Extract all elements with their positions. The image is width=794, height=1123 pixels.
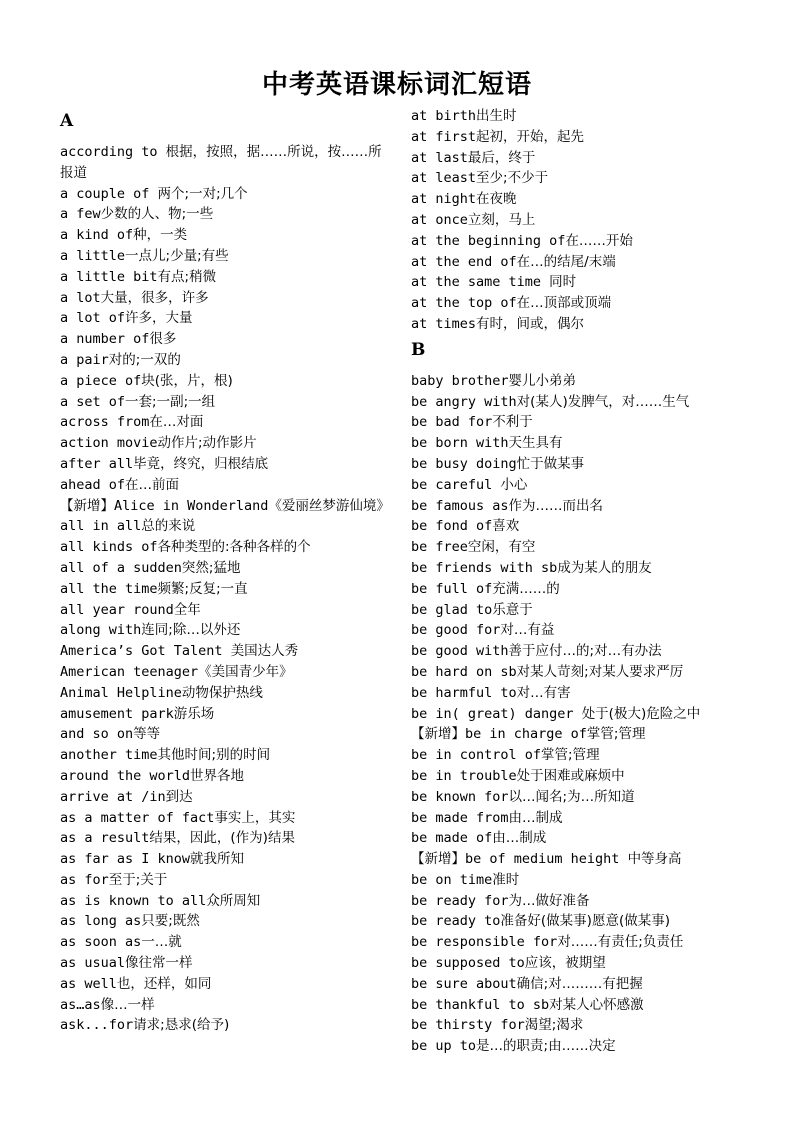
phrase-chinese: 其他时间;别的时间 <box>157 747 271 764</box>
phrase-english: as a matter of fact <box>60 809 215 826</box>
phrase-entry <box>60 392 395 413</box>
phrase-chinese: 对…有益 <box>500 622 555 639</box>
phrase-entry <box>60 641 395 662</box>
phrase-entry <box>60 246 395 267</box>
phrase-english: be fond of <box>411 518 493 535</box>
phrase-entry <box>60 600 395 621</box>
phrase-english: be made from <box>411 809 509 826</box>
phrase-english: a lot of <box>60 310 126 327</box>
phrase-english: be angry with <box>411 393 517 410</box>
phrase-entry <box>411 828 751 849</box>
phrase-chinese: 《爱丽丝梦游仙境》 <box>268 497 390 514</box>
phrase-chinese: 突然;猛地 <box>181 559 241 576</box>
phrase-entry <box>411 974 751 995</box>
phrase-english: at the same time <box>411 274 550 291</box>
phrase-chinese: 中等身高 <box>627 851 682 868</box>
phrase-chinese: 乐意于 <box>492 601 533 618</box>
phrase-entry <box>60 745 395 766</box>
section-letter-b: B <box>411 339 426 360</box>
phrase-entry <box>411 1036 751 1057</box>
phrase-chinese: 在…的结尾/末端 <box>516 253 616 270</box>
phrase-english: ahead of <box>60 476 126 493</box>
phrase-entry <box>60 704 395 725</box>
phrase-entry <box>411 870 751 891</box>
phrase-chinese: 对的;一双的 <box>108 351 181 368</box>
phrase-entry <box>60 579 395 600</box>
phrase-chinese: 忙于做某事 <box>516 455 585 472</box>
phrase-chinese: 一套;一副;一组 <box>125 393 216 410</box>
phrase-entry <box>411 891 751 912</box>
phrase-chinese: 两个;一对;几个 <box>157 185 248 202</box>
phrase-entry <box>411 210 751 231</box>
phrase-english: 【新增】be in charge of <box>411 726 587 743</box>
phrase-english: arrive at /in <box>60 788 166 805</box>
phrase-english: be in( great) danger <box>411 705 582 722</box>
phrase-english: at last <box>411 149 468 166</box>
phrase-chinese: 有时，间或，偶尔 <box>476 315 585 332</box>
phrase-chinese: 在…对面 <box>149 414 204 431</box>
phrase-chinese: 在夜晚 <box>476 191 517 208</box>
phrase-chinese: 总的来说 <box>141 518 196 535</box>
phrase-english: be ready for <box>411 892 509 909</box>
phrase-chinese: 只要;既然 <box>141 913 200 930</box>
phrase-chinese: 美国达人秀 <box>230 643 299 660</box>
phrase-entry <box>60 412 395 433</box>
phrase-entry <box>60 371 395 392</box>
phrase-chinese: 不利于 <box>492 414 533 431</box>
phrase-entry <box>60 454 395 475</box>
phrase-chinese: 种，一类 <box>133 227 188 244</box>
phrase-english: be bad for <box>411 414 493 431</box>
phrase-entry <box>411 766 751 787</box>
phrase-chinese: 小心 <box>500 476 528 493</box>
phrase-entry <box>411 704 751 725</box>
phrase-entry <box>60 225 395 246</box>
phrase-english: be supposed to <box>411 955 525 972</box>
phrase-list-a-continued <box>411 106 751 335</box>
phrase-chinese: 立刻，马上 <box>467 211 536 228</box>
phrase-entry <box>411 433 751 454</box>
phrase-entry <box>411 683 751 704</box>
phrase-chinese: 作为……而出名 <box>508 497 604 514</box>
phrase-entry <box>411 454 751 475</box>
left-column <box>60 106 395 1036</box>
phrase-chinese: 世界各地 <box>190 767 245 784</box>
phrase-entry <box>60 828 395 849</box>
phrase-english: be responsible for <box>411 934 558 951</box>
phrase-english: a number of <box>60 331 150 348</box>
phrase-english: be full of <box>411 580 493 597</box>
phrase-english: action movie <box>60 435 158 452</box>
phrase-english: America’s Got Talent <box>60 643 231 660</box>
phrase-english: a little bit <box>60 268 158 285</box>
phrase-entry <box>60 516 395 537</box>
phrase-english: at least <box>411 170 477 187</box>
phrase-chinese: 各种类型的:各种各样的个 <box>157 539 311 556</box>
phrase-entry <box>60 308 395 329</box>
phrase-english: around the world <box>60 767 191 784</box>
phrase-entry <box>411 127 751 148</box>
phrase-english: a few <box>60 206 101 223</box>
phrase-entry <box>411 641 751 662</box>
phrase-chinese: 确信;对………有把握 <box>516 975 643 992</box>
phrase-chinese: 掌管;管理 <box>541 747 600 764</box>
phrase-entry <box>411 995 751 1016</box>
phrase-chinese: 对某人苛刻;对某人要求严厉 <box>516 663 684 680</box>
phrase-chinese: 对……有责任;负责任 <box>557 934 684 951</box>
phrase-entry <box>60 184 395 205</box>
phrase-english: all year round <box>60 601 174 618</box>
phrase-entry <box>411 808 751 829</box>
phrase-english: as is known to all <box>60 892 207 909</box>
phrase-english: all of a sudden <box>60 559 182 576</box>
phrase-entry <box>411 371 751 392</box>
phrase-english: and so on <box>60 726 134 743</box>
phrase-chinese: 一…就 <box>141 934 182 951</box>
phrase-chinese: 《美国青少年》 <box>198 663 293 680</box>
phrase-chinese: 婴儿小弟弟 <box>508 372 577 389</box>
phrase-entry <box>411 600 751 621</box>
phrase-entry <box>60 350 395 371</box>
phrase-chinese: 也，还样，如同 <box>116 975 212 992</box>
section-letter-a: A <box>60 111 74 131</box>
phrase-english: at the end of <box>411 253 517 270</box>
phrase-chinese: 成为某人的朋友 <box>557 559 652 576</box>
phrase-entry <box>411 293 751 314</box>
phrase-english: 【新增】Alice in Wonderland <box>60 497 269 514</box>
phrase-chinese: 善于应付…的;对…有办法 <box>508 643 662 660</box>
phrase-english: be free <box>411 539 468 556</box>
phrase-entry <box>60 932 395 953</box>
phrase-chinese: 许多，大量 <box>125 310 193 327</box>
phrase-entry <box>60 496 395 517</box>
phrase-entry <box>411 953 751 974</box>
phrase-english: be in trouble <box>411 767 517 784</box>
phrase-entry <box>60 620 395 641</box>
phrase-entry <box>411 849 751 870</box>
phrase-entry <box>60 288 395 309</box>
phrase-entry <box>60 766 395 787</box>
phrase-chinese: 像…一样 <box>100 996 155 1013</box>
phrase-entry <box>411 516 751 537</box>
phrase-chinese: 渴望;渴求 <box>524 1017 584 1034</box>
phrase-chinese: 应该，被期望 <box>524 955 606 972</box>
phrase-english: be famous as <box>411 497 509 514</box>
phrase-entry <box>60 870 395 891</box>
phrase-english: be busy doing <box>411 455 517 472</box>
phrase-chinese: 动物保护热线 <box>181 684 263 701</box>
phrase-chinese: 事实上，其实 <box>214 809 296 826</box>
phrase-entry <box>60 267 395 288</box>
phrase-english: at night <box>411 191 477 208</box>
phrase-chinese: 少数的人、物;一些 <box>100 206 214 223</box>
phrase-chinese: 至于;关于 <box>108 871 168 888</box>
phrase-list-a <box>60 142 395 1036</box>
phrase-entry <box>60 808 395 829</box>
phrase-chinese: 出生时 <box>476 108 517 124</box>
phrase-english: at the top of <box>411 295 517 312</box>
phrase-chinese: 在…前面 <box>125 476 180 493</box>
phrase-entry <box>60 911 395 932</box>
phrase-entry <box>60 142 395 184</box>
phrase-entry <box>60 995 395 1016</box>
phrase-entry <box>411 475 751 496</box>
phrase-entry <box>411 168 751 189</box>
phrase-chinese: 对…有害 <box>516 684 571 701</box>
phrase-entry <box>60 662 395 683</box>
phrase-english: baby brother <box>411 372 509 389</box>
phrase-chinese: 掌管;管理 <box>586 726 646 743</box>
phrase-chinese: 动作片;动作影片 <box>157 435 257 452</box>
phrase-entry <box>411 911 751 932</box>
phrase-entry <box>60 849 395 870</box>
phrase-english: be hard on sb <box>411 663 517 680</box>
phrase-entry <box>60 1015 395 1036</box>
phrase-chinese: 很多 <box>149 331 177 348</box>
phrase-english: along with <box>60 622 142 639</box>
phrase-entry <box>411 745 751 766</box>
phrase-chinese: 一点儿;少量;有些 <box>125 247 229 264</box>
phrase-entry <box>411 106 751 127</box>
phrase-english: all in all <box>60 518 142 535</box>
page-title: 中考英语课标词汇短语 <box>261 70 532 100</box>
phrase-entry <box>411 620 751 641</box>
phrase-english: a lot <box>60 289 101 306</box>
phrase-english: as well <box>60 975 117 992</box>
phrase-chinese: 游乐场 <box>173 705 215 722</box>
phrase-english: Animal Helpline <box>60 684 182 701</box>
phrase-english: be up to <box>411 1038 477 1055</box>
phrase-chinese: 块(张，片，根) <box>141 372 233 389</box>
phrase-chinese: 毕竟，终究，归根结底 <box>133 455 269 472</box>
phrase-entry <box>411 1015 751 1036</box>
phrase-english: at birth <box>411 108 477 124</box>
phrase-entry <box>60 891 395 912</box>
phrase-english: as far as I know <box>60 851 191 868</box>
phrase-entry <box>411 537 751 558</box>
phrase-english: after all <box>60 455 134 472</box>
phrase-chinese: 对某人心怀感激 <box>549 996 644 1013</box>
phrase-entry <box>60 787 395 808</box>
phrase-english: as long as <box>60 913 142 930</box>
phrase-english: all the time <box>60 580 158 597</box>
phrase-chinese: 频繁;反复;一直 <box>157 580 248 597</box>
phrase-english: at first <box>411 128 477 145</box>
phrase-chinese: 连同;除…以外还 <box>141 622 241 639</box>
phrase-chinese: 同时 <box>549 274 577 291</box>
phrase-english: a little <box>60 247 126 264</box>
phrase-chinese: 对(某人)发脾气，对……生气 <box>516 393 690 410</box>
phrase-english: be thankful to sb <box>411 996 550 1013</box>
phrase-english: all kinds of <box>60 539 158 556</box>
phrase-english: be known for <box>411 788 509 805</box>
phrase-chinese: 空闲，有空 <box>467 539 536 556</box>
phrase-chinese: 准时 <box>492 871 520 888</box>
phrase-chinese: 以…闻名;为…所知道 <box>508 788 635 805</box>
phrase-english: at times <box>411 315 477 332</box>
phrase-english: American teenager <box>60 663 199 680</box>
phrase-entry <box>60 329 395 350</box>
phrase-chinese: 全年 <box>173 601 201 618</box>
phrase-chinese: 天生具有 <box>508 435 563 452</box>
phrase-entry <box>60 475 395 496</box>
phrase-entry <box>411 662 751 683</box>
phrase-english: as a result <box>60 830 150 847</box>
phrase-english: be ready to <box>411 913 501 930</box>
phrase-english: as…as <box>60 996 101 1013</box>
phrase-entry <box>60 558 395 579</box>
phrase-chinese: 为…做好准备 <box>508 892 590 909</box>
phrase-english: ask...for <box>60 1017 134 1034</box>
phrase-chinese: 在……开始 <box>565 232 633 249</box>
phrase-chinese: 就我所知 <box>190 851 245 868</box>
phrase-english: as soon as <box>60 934 142 951</box>
phrase-chinese: 起初，开始，起先 <box>476 128 585 145</box>
phrase-chinese: 准备好(做某事)愿意(做某事) <box>500 913 670 930</box>
phrase-entry <box>411 579 751 600</box>
phrase-entry <box>411 787 751 808</box>
phrase-chinese: 至少;不少于 <box>476 170 549 187</box>
phrase-entry <box>411 189 751 210</box>
phrase-chinese: 到达 <box>165 788 193 805</box>
phrase-english: be thirsty for <box>411 1017 525 1034</box>
phrase-english: be sure about <box>411 975 517 992</box>
phrase-english: amusement park <box>60 705 174 722</box>
phrase-english: be good for <box>411 622 501 639</box>
phrase-entry <box>411 148 751 169</box>
phrase-entry <box>60 683 395 704</box>
phrase-english: be in control of <box>411 747 542 764</box>
phrase-english: a pair <box>60 351 109 368</box>
phrase-english: according to <box>60 144 166 160</box>
phrase-entry <box>60 537 395 558</box>
phrase-entry <box>411 412 751 433</box>
phrase-english: be glad to <box>411 601 493 618</box>
phrase-english: a set of <box>60 393 126 410</box>
phrase-english: a kind of <box>60 227 134 244</box>
phrase-chinese: 处于(极大)危险之中 <box>581 705 701 722</box>
phrase-entry <box>411 272 751 293</box>
phrase-entry <box>411 932 751 953</box>
phrase-list-b <box>411 371 751 1057</box>
phrase-chinese: 有点;稍微 <box>157 268 217 285</box>
phrase-entry <box>60 974 395 995</box>
phrase-english: a piece of <box>60 372 142 389</box>
phrase-english: be made of <box>411 830 493 847</box>
phrase-entry <box>60 433 395 454</box>
phrase-entry <box>60 724 395 745</box>
phrase-entry <box>411 314 751 335</box>
phrase-chinese: 最后，终于 <box>467 149 536 166</box>
phrase-english: be good with <box>411 643 509 660</box>
phrase-chinese: 在…顶部或顶端 <box>516 295 612 312</box>
phrase-english: as usual <box>60 955 126 972</box>
phrase-chinese: 大量，很多，许多 <box>100 289 209 306</box>
phrase-english: as for <box>60 871 109 888</box>
phrase-english: another time <box>60 747 158 764</box>
phrase-english: be careful <box>411 476 501 493</box>
right-column <box>411 106 751 1057</box>
phrase-english: be on time <box>411 871 493 888</box>
phrase-entry <box>60 953 395 974</box>
phrase-entry <box>60 204 395 225</box>
phrase-chinese: 由…制成 <box>492 830 547 847</box>
phrase-chinese: 像往常一样 <box>125 955 193 972</box>
phrase-chinese: 结果，因此，(作为)结果 <box>149 830 295 847</box>
phrase-chinese: 处于困难或麻烦中 <box>516 767 625 784</box>
phrase-entry <box>411 231 751 252</box>
phrase-entry <box>411 496 751 517</box>
phrase-english: at the beginning of <box>411 232 566 249</box>
phrase-english: across from <box>60 414 150 431</box>
phrase-chinese: 充满……的 <box>492 580 560 597</box>
phrase-chinese: 由…制成 <box>508 809 563 826</box>
phrase-chinese: 根据，按照，据……所说，按……所报道 <box>60 144 382 181</box>
phrase-chinese: 等等 <box>133 726 161 743</box>
phrase-english: be harmful to <box>411 684 517 701</box>
phrase-english: at once <box>411 211 468 228</box>
phrase-entry <box>411 558 751 579</box>
phrase-entry <box>411 252 751 273</box>
phrase-chinese: 请求;恳求(给予) <box>133 1017 230 1034</box>
phrase-entry <box>411 724 751 745</box>
phrase-english: be friends with sb <box>411 559 558 576</box>
phrase-english: 【新增】be of medium height <box>411 851 628 868</box>
phrase-chinese: 众所周知 <box>206 892 261 909</box>
phrase-chinese: 喜欢 <box>492 518 520 535</box>
phrase-chinese: 是…的职责;由……决定 <box>476 1038 616 1055</box>
phrase-english: a couple of <box>60 185 158 202</box>
phrase-entry <box>411 392 751 413</box>
phrase-english: be born with <box>411 435 509 452</box>
